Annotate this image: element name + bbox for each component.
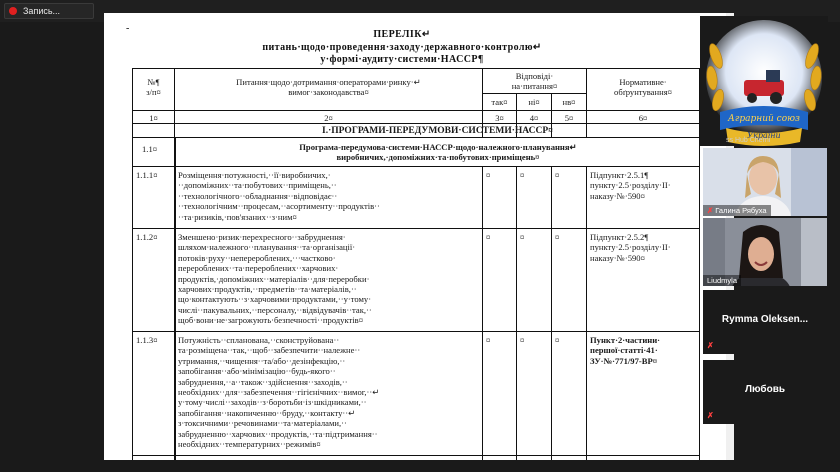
subsection-number: 1.1¤ — [142, 144, 158, 154]
recording-label: Запись... — [23, 6, 61, 16]
recording-indicator[interactable] — [4, 3, 94, 19]
doc-title: ПЕРЕЛІК↵ — [373, 29, 431, 40]
answer-yes-cell[interactable]: ¤ — [486, 335, 491, 345]
answer-na-cell[interactable]: ¤ — [555, 335, 560, 345]
row-normative-text: Підпункт·2.5.1¶ пункту·2.5·розділу·ІІ· наказу·№·590¤ — [590, 170, 671, 201]
section-heading: І.·ПРОГРАМИ-ПЕРЕДУМОВИ·СИСТЕМИ·НАССР¤ — [322, 126, 553, 136]
header-answers: Відповіді· на·питання¤ — [511, 71, 558, 92]
answer-no-cell[interactable]: ¤ — [520, 232, 525, 242]
answer-yes-cell[interactable]: ¤ — [486, 232, 491, 242]
row-requirement-text: Потужність··спланована,··сконструйована·· та·розміщена··так,··щоб··забезпечити··належне·· утримання,··чищення··та/або··дезінфекцію,·· запобігання··або·мінімізацію··будь-якого·· забруднення,··а··також··здійснення··заходів,·· необхідних··для··забезпечення··гігієнічних··вимог,··↵ у·тому·числі··заходів··з·боротьби·із·шкідниками,·· запобігання··накопиченню··бруду,··контакту··↵ з·токсичними··речовинами··та·матеріалами,·· забрудненню··харчових··продуктів,··та·підтримання·· необхідних··температурних··режимів¤ — [178, 335, 380, 450]
participant-video-tile[interactable] — [703, 218, 827, 286]
header-normative: Нормативне· обґрунтування¤ — [614, 77, 672, 98]
agrarian-union-logo-tile — [700, 16, 828, 146]
col-number-3: 3¤ — [495, 113, 504, 123]
logo-caption: ss Hub Cherni — [726, 137, 771, 144]
participant-name-tile[interactable] — [703, 360, 827, 424]
participant-name-label: Liudmyla — [703, 275, 741, 286]
row-number: 1.1.2¤ — [136, 232, 158, 242]
header-no: ні¤ — [528, 97, 540, 107]
bullet-mark: - — [126, 23, 130, 34]
col-number-2: 2¤ — [324, 113, 333, 123]
header-number: №¶ з/п¤ — [146, 77, 161, 98]
muted-mic-icon: ✗ — [707, 341, 714, 350]
muted-mic-icon: ✗ — [707, 206, 714, 215]
row-number: 1.1.3¤ — [136, 335, 158, 345]
participant-name: Rymma Oleksen... — [721, 314, 809, 325]
participant-video-tile[interactable] — [703, 148, 827, 216]
participant-name: Любовь — [744, 384, 785, 395]
col-number-6: 6¤ — [638, 113, 648, 123]
row-number: 1.1.1¤ — [136, 170, 158, 180]
answer-no-cell[interactable]: ¤ — [520, 335, 525, 345]
header-question: Питання·щодо·дотримання·операторами·ринку·↵ вимог·законодавства¤ — [236, 77, 421, 98]
shared-document — [104, 13, 700, 460]
logo-country-text: України — [747, 131, 781, 140]
participant-name-tile[interactable] — [703, 290, 827, 354]
header-na: нв¤ — [562, 97, 576, 107]
doc-title-line3: у·формі·аудиту·системи·НАССР¶ — [320, 54, 484, 65]
doc-title-line2: питань·щодо·проведення·заходу·державного·контролю↵ — [262, 42, 542, 53]
answer-na-cell[interactable]: ¤ — [555, 170, 560, 180]
answer-no-cell[interactable]: ¤ — [520, 170, 525, 180]
muted-mic-icon: ✗ — [707, 411, 714, 420]
header-yes: так¤ — [491, 97, 508, 107]
col-number-1: 1¤ — [149, 113, 158, 123]
col-number-5: 5¤ — [564, 113, 574, 123]
subsection-title: Програма-передумова·системи·НАССР·щодо·належного·планування↵ виробничих,·допоміжних·та·побутових·приміщень¤ — [299, 142, 577, 163]
row-requirement-text: Зменшено·ризик·перехресного··забруднення· шляхом·належного··планування··та·організації· потоків·руху··неперероблених,···частково· перероблених··та·перероблених··харчових· продуктів,·допоміжних··матеріалів··для·переробки· харчових·продуктів,··предметів··та·матеріалів,·· що·контактують··з·харчовими·продуктами,··у·тому· числі··пакувальних,··персоналу,··відвідувачів··так,·· щоб·вони·не·загрожують·безпечності··продуктів¤ — [178, 232, 372, 326]
col-number-4: 4¤ — [529, 113, 539, 123]
logo-arc-text: Аграрний союз — [728, 114, 800, 124]
record-icon — [9, 7, 17, 15]
wheat-wreath-logo — [700, 16, 828, 146]
row-requirement-text: Розміщення·потужності,··її·виробничих,· ··допоміжних··та·побутових··приміщень,·· ··технологічного··обладнання··відповідає·· ··технологічним··процесам,··асортименту··продуктів·· ··та·ризиків,·пов'язаних··з·ним¤ — [178, 170, 380, 222]
row-normative-text: Пункт·2·частини· першої·статті·41· ЗУ·№·771/97-ВР¤ — [590, 335, 661, 366]
participant-name-label: ✗ Галина Рябуха — [703, 205, 771, 216]
answer-yes-cell[interactable]: ¤ — [486, 170, 491, 180]
answer-na-cell[interactable]: ¤ — [555, 232, 560, 242]
row-normative-text: Підпункт·2.5.2¶ пункту·2.5·розділу·ІІ· наказу·№·590¤ — [590, 232, 671, 263]
